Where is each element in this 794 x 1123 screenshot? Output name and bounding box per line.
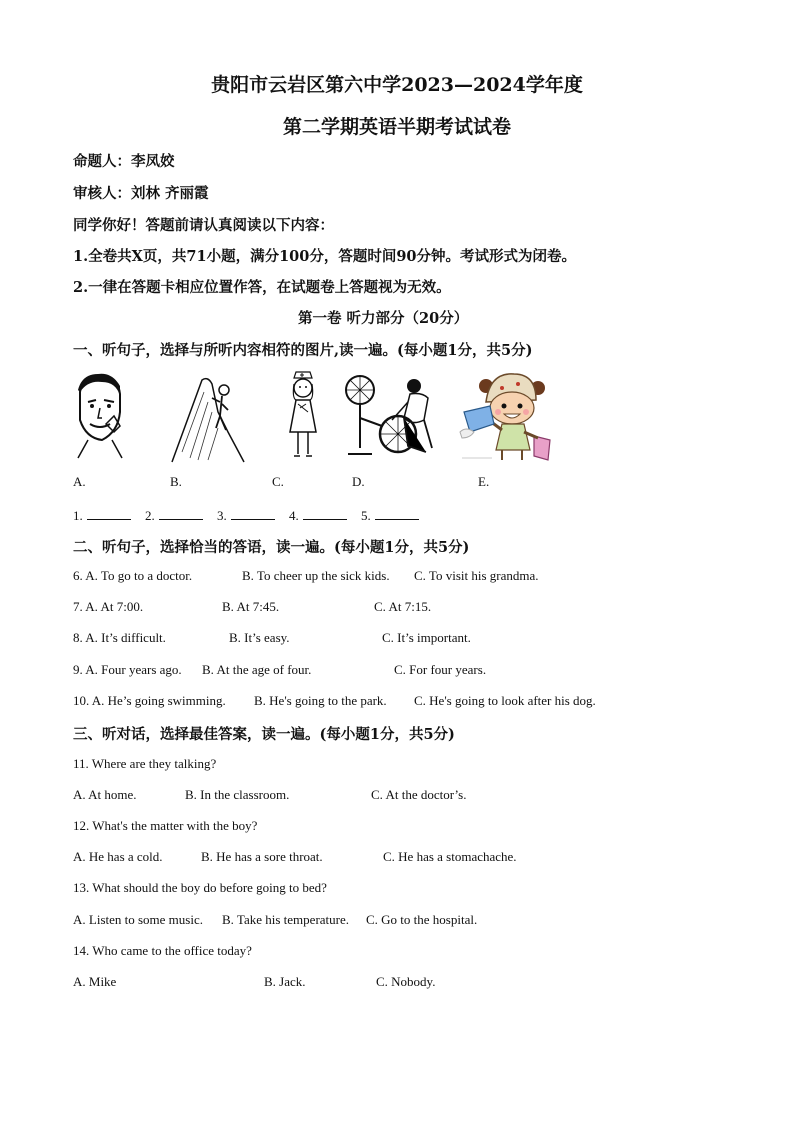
rock-climber-icon xyxy=(168,372,248,464)
question-10-option-c[interactable]: C. He's going to look after his dog. xyxy=(414,693,596,708)
answer-blank-2[interactable] xyxy=(145,507,203,524)
picture-label-c: C. xyxy=(272,474,284,489)
exam-title-line1: 贵阳市云岩区第六中学2023—2024学年度 xyxy=(211,74,583,96)
question-14-option-a[interactable]: A. Mike xyxy=(73,974,117,989)
exam-title-line2: 第二学期英语半期考试试卷 xyxy=(282,116,511,138)
question-9-option-c[interactable]: C. For four years. xyxy=(394,662,487,677)
notice-item-2: 2.一律在答题卡相应位置作答，在试题卷上答题视为无效。 xyxy=(73,279,451,296)
question-8-option-b[interactable]: B. It’s easy. xyxy=(229,630,290,645)
blank-line[interactable] xyxy=(87,507,131,520)
bike-repair-man-icon xyxy=(342,368,438,464)
question-9-option-b[interactable]: B. At the age of four. xyxy=(202,662,312,677)
blank-line[interactable] xyxy=(303,507,347,520)
section3-heading: 三、听对话，选择最佳答案，读一遍。(每小题1分，共5分) xyxy=(73,726,455,743)
blank-line[interactable] xyxy=(231,507,275,520)
question-12-option-c[interactable]: C. He has a stomachache. xyxy=(383,849,517,864)
author-line: 命题人：李凤姣 xyxy=(73,153,175,170)
answer-blank-1[interactable] xyxy=(73,507,131,524)
picture-label-d: D. xyxy=(352,474,365,489)
question-8-option-a[interactable]: 8. A. It’s difficult. xyxy=(73,630,166,645)
question-10-option-b[interactable]: B. He's going to the park. xyxy=(254,693,387,708)
question-6-option-b[interactable]: B. To cheer up the sick kids. xyxy=(242,568,390,583)
blank-line[interactable] xyxy=(375,507,419,520)
question-8-option-c[interactable]: C. It’s important. xyxy=(382,630,471,645)
blank-number: 2. xyxy=(145,508,155,523)
blank-number: 3. xyxy=(217,508,227,523)
question-11-text: 11. Where are they talking? xyxy=(73,756,217,771)
blank-number: 5. xyxy=(361,508,371,523)
toothache-man-icon xyxy=(68,372,128,460)
question-13-text: 13. What should the boy do before going to bed? xyxy=(73,880,327,895)
answer-blank-4[interactable] xyxy=(289,507,347,524)
reviewer-line: 审核人：刘林 齐丽霞 xyxy=(73,185,209,202)
blank-line[interactable] xyxy=(159,507,203,520)
blank-number: 1. xyxy=(73,508,83,523)
answer-blank-5[interactable] xyxy=(361,507,419,524)
question-13-option-b[interactable]: B. Take his temperature. xyxy=(222,912,350,927)
question-14-option-c[interactable]: C. Nobody. xyxy=(376,974,436,989)
cleaning-girl-icon xyxy=(456,366,556,464)
question-9-option-a[interactable]: 9. A. Four years ago. xyxy=(73,662,182,677)
picture-label-b: B. xyxy=(170,474,182,489)
question-6-option-a[interactable]: 6. A. To go to a doctor. xyxy=(73,568,193,583)
section1-heading: 一、听句子，选择与所听内容相符的图片,读一遍。(每小题1分，共5分) xyxy=(73,342,533,359)
picture-label-e: E. xyxy=(478,474,490,489)
question-14-text: 14. Who came to the office today? xyxy=(73,943,252,958)
picture-label-a: A. xyxy=(73,474,86,489)
question-11-option-b[interactable]: B. In the classroom. xyxy=(185,787,290,802)
question-13-option-a[interactable]: A. Listen to some music. xyxy=(73,912,203,927)
question-6-option-c[interactable]: C. To visit his grandma. xyxy=(414,568,539,583)
question-11-option-a[interactable]: A. At home. xyxy=(73,787,137,802)
question-11-option-c[interactable]: C. At the doctor’s. xyxy=(371,787,467,802)
notice-greeting: 同学你好！答题前请认真阅读以下内容： xyxy=(73,217,334,234)
notice-item-1: 1.全卷共X页，共71小题，满分100分，答题时间90分钟。考试形式为闭卷。 xyxy=(73,248,577,265)
answer-blank-3[interactable] xyxy=(217,507,275,524)
question-12-option-a[interactable]: A. He has a cold. xyxy=(73,849,163,864)
question-13-option-c[interactable]: C. Go to the hospital. xyxy=(366,912,478,927)
question-7-option-b[interactable]: B. At 7:45. xyxy=(222,599,280,614)
part1-heading: 第一卷 听力部分（20分） xyxy=(298,310,469,327)
section2-heading: 二、听句子，选择恰当的答语，读一遍。(每小题1分，共5分) xyxy=(73,539,470,556)
question-7-option-c[interactable]: C. At 7:15. xyxy=(374,599,432,614)
question-12-option-b[interactable]: B. He has a sore throat. xyxy=(201,849,323,864)
question-14-option-b[interactable]: B. Jack. xyxy=(264,974,306,989)
question-12-text: 12. What's the matter with the boy? xyxy=(73,818,258,833)
blank-number: 4. xyxy=(289,508,299,523)
question-7-option-a[interactable]: 7. A. At 7:00. xyxy=(73,599,144,614)
nurse-girl-icon xyxy=(278,368,328,462)
question-10-option-a[interactable]: 10. A. He’s going swimming. xyxy=(73,693,226,708)
